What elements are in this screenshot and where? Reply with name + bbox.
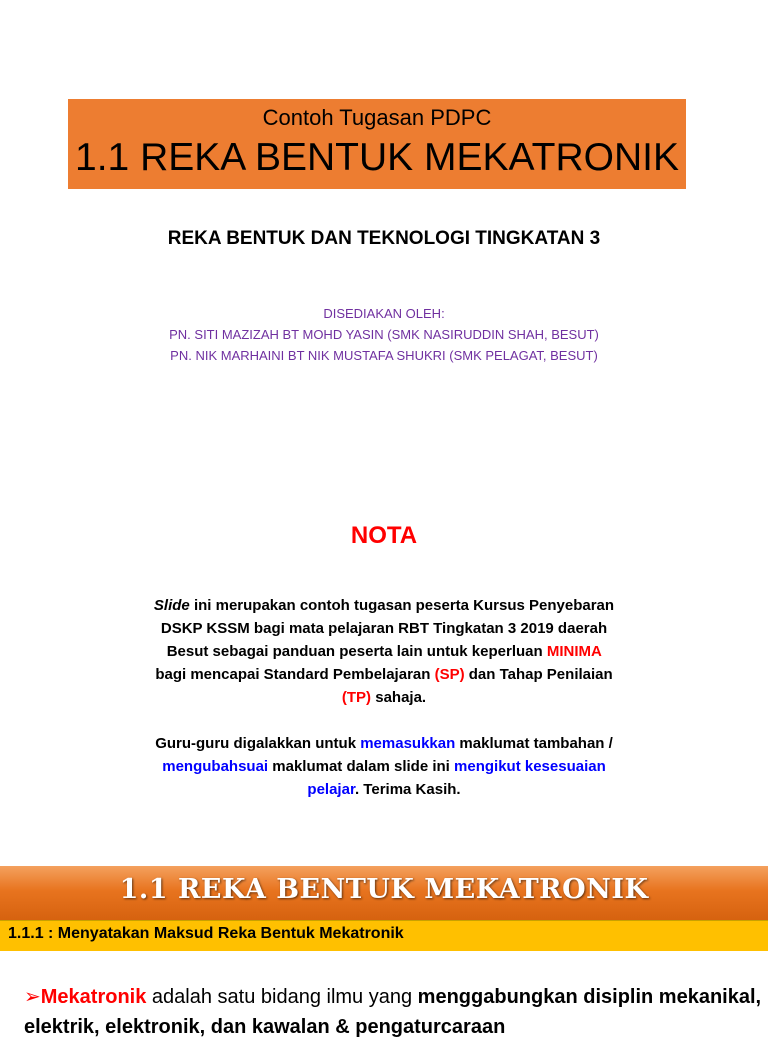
para2-text-b: maklumat tambahan / xyxy=(455,735,613,752)
sp-highlight: (SP) xyxy=(434,666,465,683)
minima-highlight: MINIMA xyxy=(546,643,602,660)
section-banner xyxy=(0,866,768,920)
para1-text-c: dan Tahap Penilaian xyxy=(464,666,613,683)
bullet-arrow-icon: ➢ xyxy=(24,986,41,1008)
definition-bullet xyxy=(24,982,768,1038)
title-subtitle: Contoh Tugasan PDPC xyxy=(262,105,492,130)
nota-heading: NOTA xyxy=(350,522,418,549)
tp-highlight: (TP) xyxy=(341,689,372,706)
slide-word: Slide xyxy=(153,597,190,614)
mengikut-highlight: mengikut kesesuaian pelajar xyxy=(307,758,606,798)
para2-text-d: . Terima Kasih. xyxy=(354,781,461,798)
section-banner-title: 1.1 REKA BENTUK MEKATRONIK xyxy=(119,874,649,905)
nota-paragraph-2 xyxy=(150,732,618,801)
subject-heading: REKA BENTUK DAN TEKNOLOGI TINGKATAN 3 xyxy=(167,228,601,249)
bullet-text-a: adalah satu bidang ilmu yang xyxy=(146,986,418,1008)
mekatronik-term: Mekatronik xyxy=(40,986,147,1008)
page-title: 1.1 REKA BENTUK MEKATRONIK xyxy=(75,136,679,179)
memasukkan-highlight: memasukkan xyxy=(360,735,456,752)
prepared-by-label: DISEDIAKAN OLEH: xyxy=(323,306,445,321)
para2-text-c: maklumat dalam slide ini xyxy=(268,758,455,775)
nota-paragraph-1 xyxy=(150,594,618,709)
mengubahsuai-highlight: mengubahsuai xyxy=(162,758,269,775)
para2-text-a: Guru-guru digalakkan untuk xyxy=(155,735,361,752)
para1-text-b: bagi mencapai Standard Pembelajaran xyxy=(155,666,435,683)
author-line-1: PN. SITI MAZIZAH BT MOHD YASIN (SMK NASIRUDDIN SHAH, BESUT) xyxy=(169,327,599,342)
author-line-2: PN. NIK MARHAINI BT NIK MUSTAFA SHUKRI (SMK PELAGAT, BESUT) xyxy=(170,348,598,363)
bullet-bold-text: menggabungkan disiplin mekanikal, elektrik, elektronik, dan kawalan & pengaturcaraan xyxy=(24,986,762,1038)
title-banner xyxy=(68,99,686,189)
para1-text-d: sahaja. xyxy=(371,689,427,706)
prepared-by-block xyxy=(0,303,768,366)
subsection-heading-bar xyxy=(0,920,768,951)
para1-text-a: ini merupakan contoh tugasan peserta Kursus Penyebaran DSKP KSSM bagi mata pelajaran RBT Tingkatan 3 2019 daerah Besut sebagai panduan peserta lain untuk keperluan xyxy=(160,597,615,660)
subsection-heading: 1.1.1 : Menyatakan Maksud Reka Bentuk Mekatronik xyxy=(8,925,404,942)
